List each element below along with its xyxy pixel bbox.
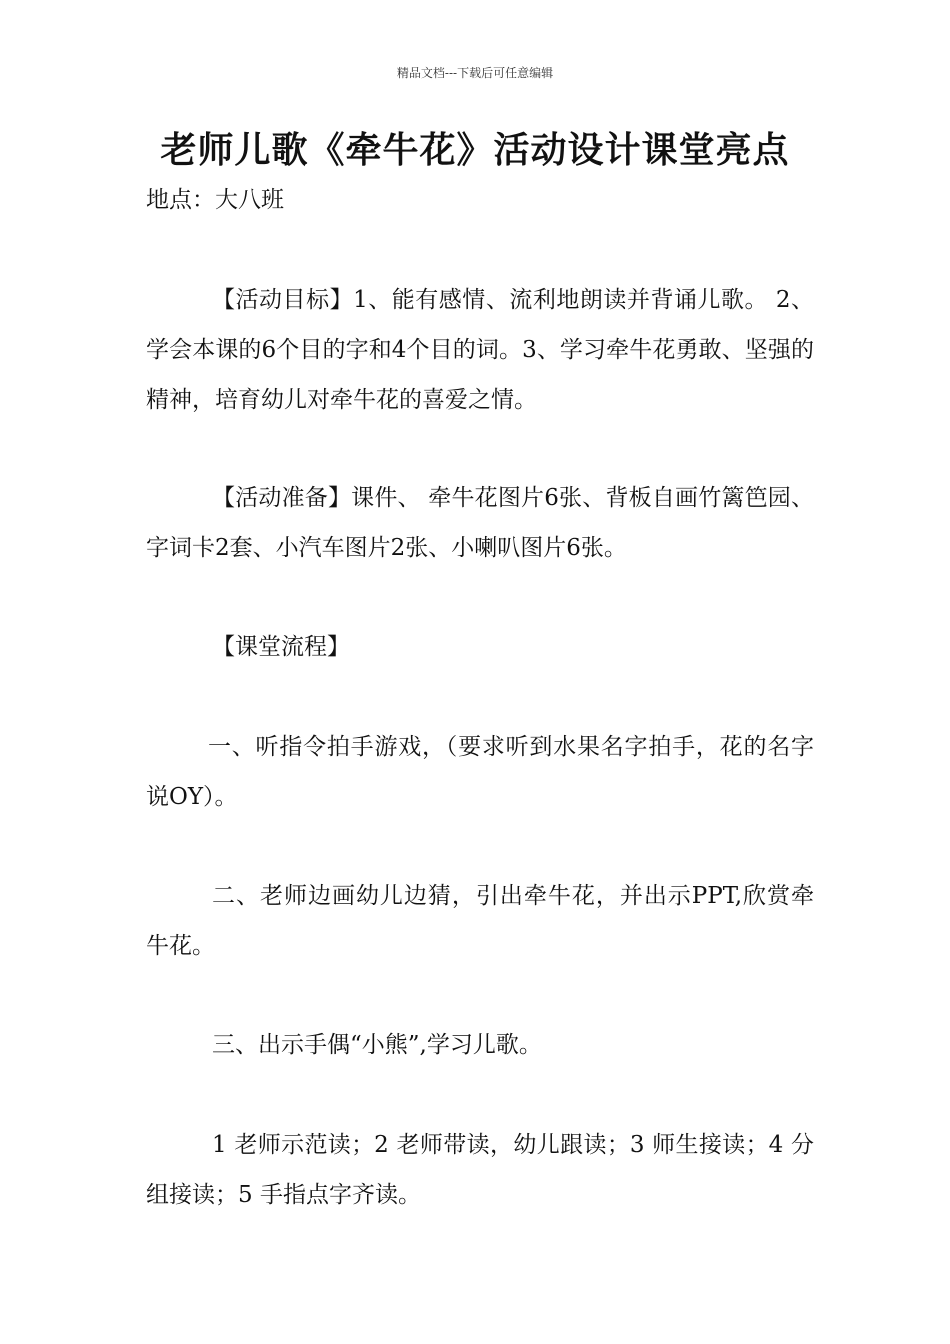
activity-preparation-paragraph: 【活动准备】课件、 牵牛花图片6张、背板自画竹篱笆园、字词卡2套、小汽车图片2张、小喇叭图片6张。 — [146, 485, 814, 561]
step-two-paragraph: 二、老师边画幼儿边猜，引出牵牛花，并出示PPT,欣赏牵牛花。 — [146, 883, 814, 959]
step-three-paragraph: 三、出示手偶“小熊”,学习儿歌。 — [212, 1032, 542, 1058]
location-line: 地点：大八班 — [146, 187, 284, 213]
header-note: 精品文档---下载后可任意编辑 — [396, 66, 554, 80]
step-one-paragraph: 一、听指令拍手游戏，（要求听到水果名字拍手，花的名字说OY）。 — [146, 734, 814, 810]
activity-goals-paragraph: 【活动目标】1、能有感情、流利地朗读并背诵儿歌。 2、学会本课的6个目的字和4个目的词。3、学习牵牛花勇敢、坚强的精神，培育幼儿对牵牛花的喜爱之情。 — [146, 287, 814, 413]
class-flow-heading: 【课堂流程】 — [212, 634, 350, 660]
reading-steps-paragraph: 1 老师示范读；2 老师带读，幼儿跟读；3 师生接读；4 分组接读；5 手指点字齐读。 — [146, 1132, 814, 1208]
document-title: 老师儿歌《牵牛花》活动设计课堂亮点 — [160, 130, 790, 171]
